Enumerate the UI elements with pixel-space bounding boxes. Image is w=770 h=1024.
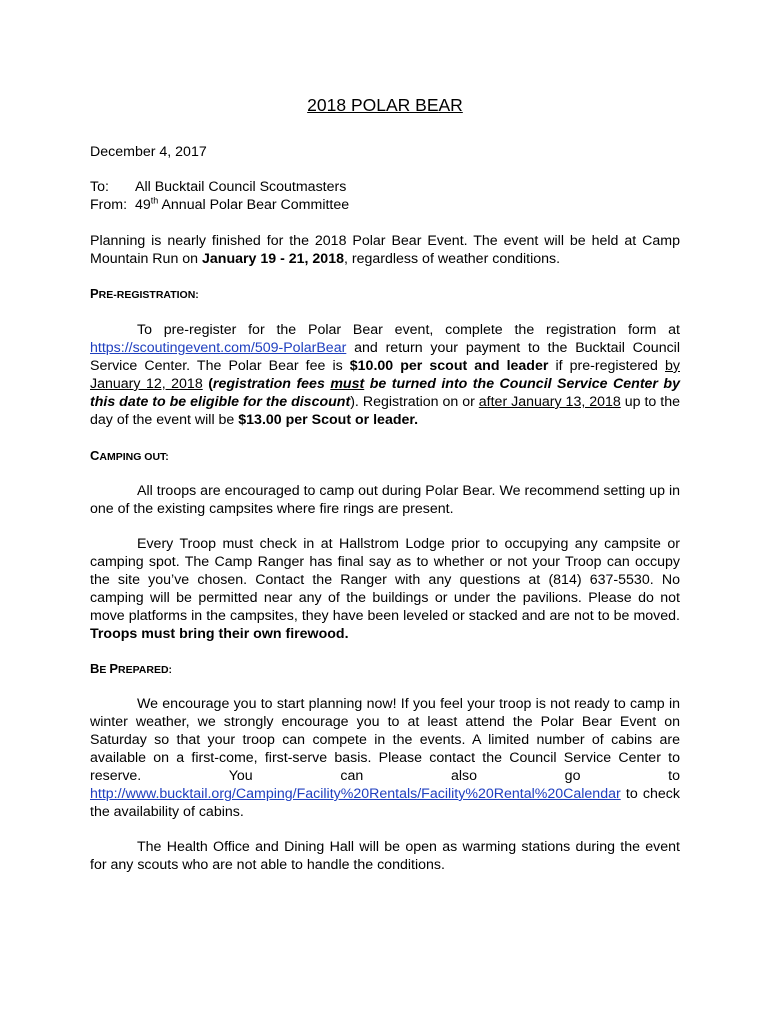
to-label: To: xyxy=(90,179,109,195)
address-block xyxy=(90,178,349,214)
intro-paragraph: Planning is nearly finished for the 2018 Polar Bear Event. The event will be held at Camp Mountain Run on January 19 - 21, 2018, regardless of weather conditions. xyxy=(90,233,680,267)
be-prepared-paragraph-2: The Health Office and Dining Hall will be open as warming stations during the event for any scouts who are not able to handle the conditions. xyxy=(90,839,680,873)
camping-paragraph-2: Every Troop must check in at Hallstrom Lodge prior to occupying any campsite or camping spot. The Camp Ranger has final say as to whether or not your Troop can occupy the site you’ve chosen. Contact the Ranger with any questions at (814) 637-5530. No camping will be permitted near any of the buildings or under the pavilions. Please do not move platforms in the campsites, they have been leveled or stacked and are not to be moved. Troops must bring their own firewood. xyxy=(90,536,680,642)
to-line xyxy=(90,178,349,196)
preregistration-paragraph: To pre-register for the Polar Bear event, complete the registration form at https://scoutingevent.com/509-PolarBear and return your payment to the Bucktail Council Service Center. The Polar Bear fee is $10.00 per scout and leader if pre-registered by January 12, 2018 (registration fees must be turned into the Council Service Center by this date to be eligible for the discount). Registration on or after January 13, 2018 up to the day of the event will be $13.00 per Scout or leader. xyxy=(90,322,680,428)
preregistration-heading: PRE-REGISTRATION: xyxy=(90,286,199,301)
letter-date: December 4, 2017 xyxy=(90,144,207,160)
be-prepared-heading: BE PREPARED: xyxy=(90,661,173,676)
page-title: 2018 POLAR BEAR xyxy=(307,95,463,115)
from-line xyxy=(90,196,349,214)
to-value: All Bucktail Council Scoutmasters xyxy=(135,179,347,195)
from-value: 49th Annual Polar Bear Committee xyxy=(135,195,350,213)
from-label: From: xyxy=(90,197,128,213)
registration-link[interactable]: https://scoutingevent.com/509-PolarBear xyxy=(90,340,347,356)
cabin-calendar-link[interactable]: http://www.bucktail.org/Camping/Facility%20Rentals/Facility%20Rental%20Calendar xyxy=(90,786,621,802)
be-prepared-paragraph-1: We encourage you to start planning now! If you feel your troop is not ready to camp in winter weather, we strongly encourage you to at least attend the Polar Bear Event on Saturday so that your troop can compete in the events. A limited number of cabins are available on a first-come, first-serve basis. Please contact the Council Service Center to reserve. You can also go to http://www.bucktail.org/Camping/Facility%20Rentals/Facility%20Rental%20Calendar to check the availability of cabins. xyxy=(90,696,680,820)
camping-paragraph-1: All troops are encouraged to camp out during Polar Bear. We recommend setting up in one of the existing campsites where fire rings are present. xyxy=(90,483,680,517)
camping-heading: CAMPING OUT: xyxy=(90,448,169,463)
